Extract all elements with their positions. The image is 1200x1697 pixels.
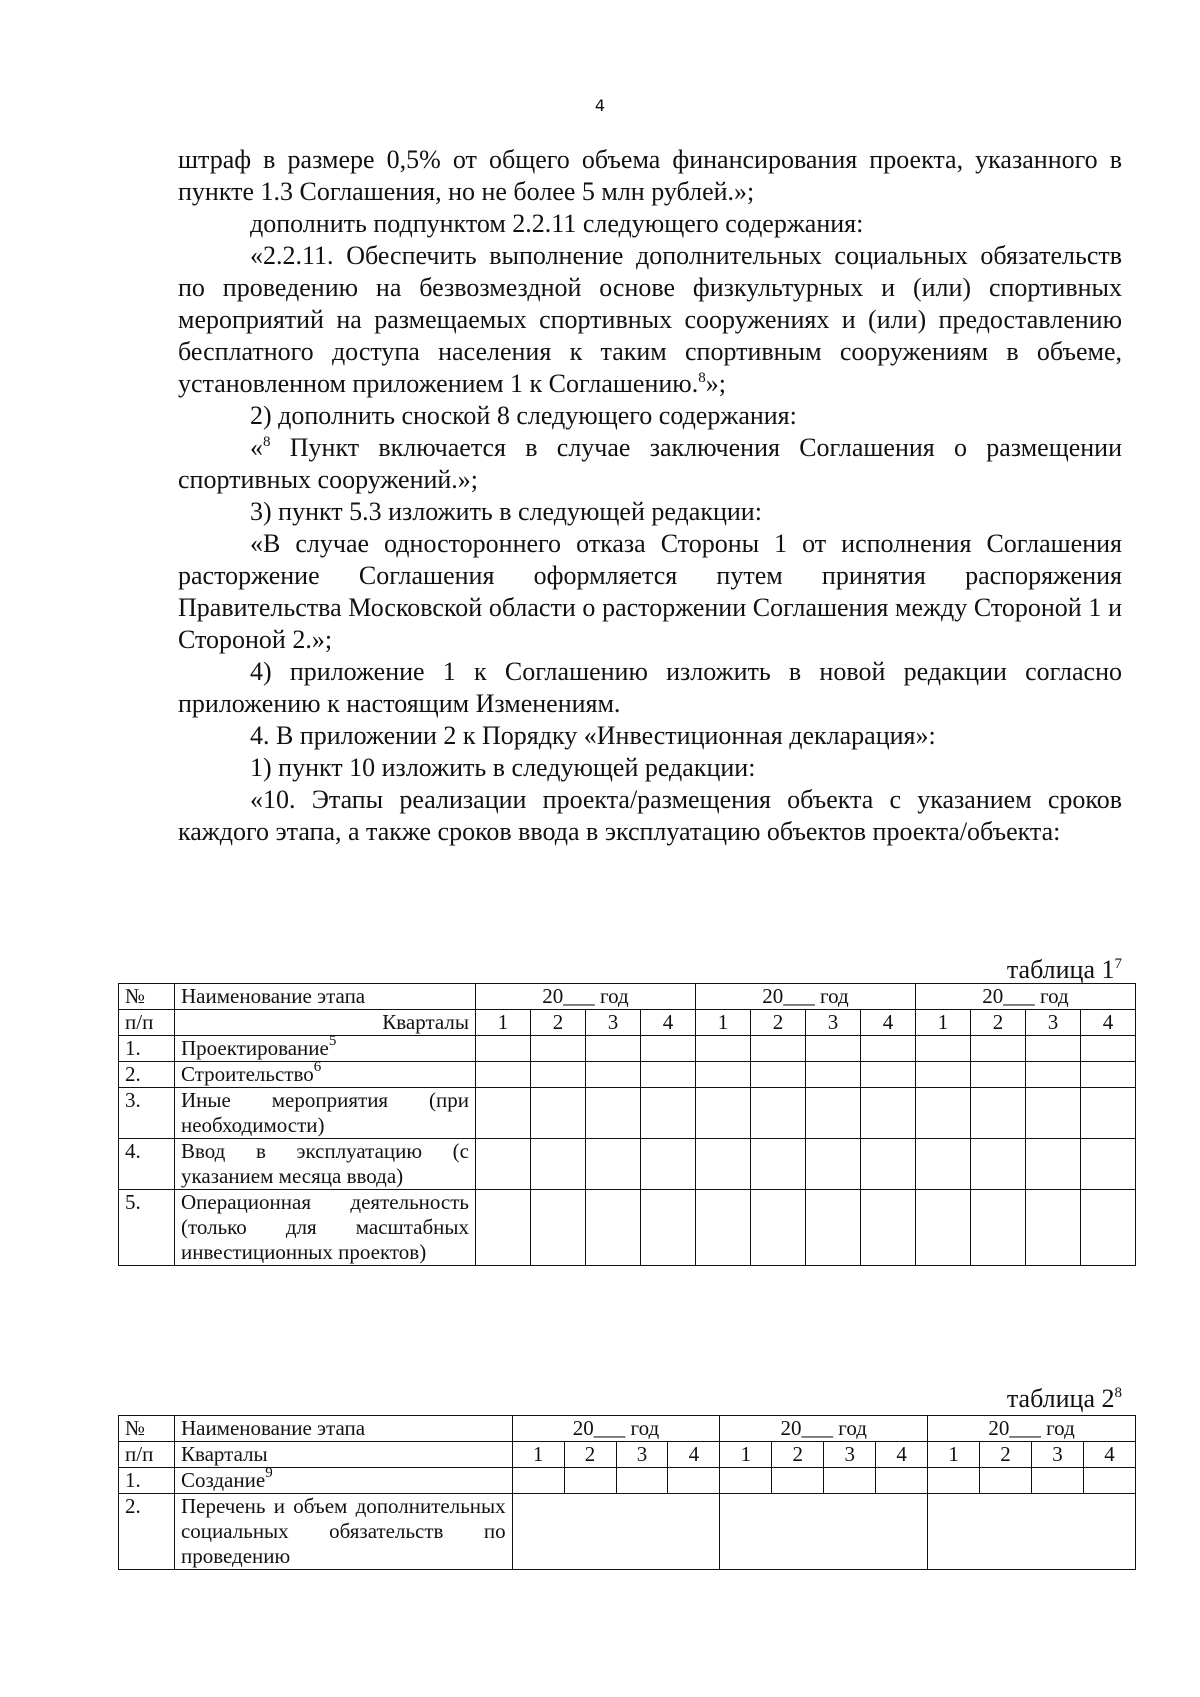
- header-num: №: [119, 1416, 175, 1442]
- table-row: [119, 1468, 1136, 1494]
- table-row: [119, 1139, 1136, 1190]
- header-num: №: [119, 984, 175, 1010]
- quarter-label: 3: [824, 1442, 876, 1468]
- stages-table-2: [118, 1415, 1136, 1570]
- table-row: [119, 1494, 1136, 1570]
- table-header-row: [119, 1416, 1136, 1442]
- quarter-label: 2: [980, 1442, 1032, 1468]
- row-num: 1.: [119, 1468, 175, 1494]
- year-header: 20___ год: [928, 1416, 1136, 1442]
- row-num: 1.: [119, 1036, 175, 1062]
- row-name: Строительство$^6$: [175, 1062, 476, 1088]
- paragraph: «2.2.11. Обеспечить выполнение дополнительных социальных обязательств по проведению на безвозмездной основе физкультурных и (или) спортивных мероприятий на размещаемых спортивных сооружениях и (или) предоставлению бесплатного доступа населения к таким спортивным сооружениям в объеме, установленном приложением 1 к Соглашению.$^8$»;: [178, 241, 1122, 398]
- header-num: п/п: [119, 1010, 175, 1036]
- paragraph: штраф в размере 0,5% от общего объема финансирования проекта, указанного в пункте 1.3 Соглашения, но не более 5 млн рублей.»;: [178, 145, 1122, 206]
- row-num: 4.: [119, 1139, 175, 1190]
- paragraph: 4. В приложении 2 к Порядку «Инвестиционная декларация»:: [250, 721, 936, 750]
- quarter-label: 3: [586, 1010, 641, 1036]
- quarter-label: 4: [668, 1442, 720, 1468]
- row-num: 5.: [119, 1190, 175, 1266]
- table-row: [119, 1190, 1136, 1266]
- header-quarters: Кварталы: [175, 1010, 476, 1036]
- header-num: п/п: [119, 1442, 175, 1468]
- quarter-label: 1: [916, 1010, 971, 1036]
- paragraph: 3) пункт 5.3 изложить в следующей редакции:: [250, 497, 762, 526]
- year-header: 20___ год: [476, 984, 696, 1010]
- quarter-label: 4: [861, 1010, 916, 1036]
- table-row: [119, 1088, 1136, 1139]
- quarter-label: 1: [696, 1010, 751, 1036]
- table-row: [119, 1062, 1136, 1088]
- paragraph: «В случае одностороннего отказа Стороны 1 от исполнения Соглашения расторжение Соглашения оформляется путем принятия распоряжения Правительства Московской области о расторжении Соглашения между Стороной 1 и Стороной 2.»;: [178, 529, 1122, 654]
- header-quarters: Кварталы: [174, 1442, 512, 1468]
- quarter-label: 4: [876, 1442, 928, 1468]
- row-name: Операционная деятельность (только для масштабных инвестиционных проектов): [175, 1190, 476, 1266]
- quarter-label: 3: [1032, 1442, 1084, 1468]
- quarter-label: 1: [928, 1442, 980, 1468]
- year-header: 20___ год: [696, 984, 916, 1010]
- table-2-caption: таблица $2^8$: [1006, 1384, 1122, 1413]
- table-1-caption: таблица $1^7$: [1006, 955, 1122, 984]
- paragraph: 4) приложение 1 к Соглашению изложить в новой редакции согласно приложению к настоящим Изменениям.: [178, 657, 1122, 718]
- quarter-label: 2: [772, 1442, 824, 1468]
- quarter-label: 3: [806, 1010, 861, 1036]
- row-num: 3.: [119, 1088, 175, 1139]
- year-header: 20___ год: [512, 1416, 720, 1442]
- quarter-label: 4: [641, 1010, 696, 1036]
- quarter-label: 1: [476, 1010, 531, 1036]
- body-text: [178, 144, 1122, 848]
- paragraph: «10. Этапы реализации проекта/размещения объекта с указанием сроков каждого этапа, а также сроков ввода в эксплуатацию объектов проекта/объекта:: [178, 785, 1122, 846]
- table-quarters-row: [119, 1010, 1136, 1036]
- header-name: Наименование этапа: [174, 1416, 512, 1442]
- row-name: Проектирование$^5$: [175, 1036, 476, 1062]
- row-name: Создание$^9$: [174, 1468, 512, 1494]
- quarter-label: 4: [1081, 1010, 1136, 1036]
- page-number: 4: [594, 96, 606, 115]
- paragraph: «$^8$ Пункт включается в случае заключения Соглашения о размещении спортивных сооружений.»;: [178, 433, 1122, 494]
- quarter-label: 4: [1083, 1442, 1135, 1468]
- row-num: 2.: [119, 1062, 175, 1088]
- year-header: 20___ год: [720, 1416, 928, 1442]
- footnote-ref: 8: [698, 370, 706, 386]
- year-header: 20___ год: [916, 984, 1136, 1010]
- paragraph: 1) пункт 10 изложить в следующей редакции:: [250, 753, 756, 782]
- quarter-label: 2: [971, 1010, 1026, 1036]
- quarter-label: 3: [616, 1442, 668, 1468]
- quarter-label: 1: [512, 1442, 564, 1468]
- table-header-row: [119, 984, 1136, 1010]
- quarter-label: 3: [1026, 1010, 1081, 1036]
- quarter-label: 1: [720, 1442, 772, 1468]
- stages-table-1: [118, 983, 1136, 1266]
- table-quarters-row: [119, 1442, 1136, 1468]
- quarter-label: 2: [751, 1010, 806, 1036]
- footnote-ref: 8: [263, 434, 271, 450]
- row-name: Иные мероприятия (при необходимости): [175, 1088, 476, 1139]
- paragraph: 2) дополнить сноской 8 следующего содержания:: [250, 401, 797, 430]
- row-name: Ввод в эксплуатацию (с указанием месяца ввода): [175, 1139, 476, 1190]
- header-name: Наименование этапа: [175, 984, 476, 1010]
- paragraph: дополнить подпунктом 2.2.11 следующего содержания:: [250, 209, 864, 238]
- row-num: 2.: [119, 1494, 175, 1570]
- table-row: [119, 1036, 1136, 1062]
- quarter-label: 2: [531, 1010, 586, 1036]
- quarter-label: 2: [564, 1442, 616, 1468]
- row-name: Перечень и объем дополнительных социальных обязательств по проведению: [174, 1494, 512, 1570]
